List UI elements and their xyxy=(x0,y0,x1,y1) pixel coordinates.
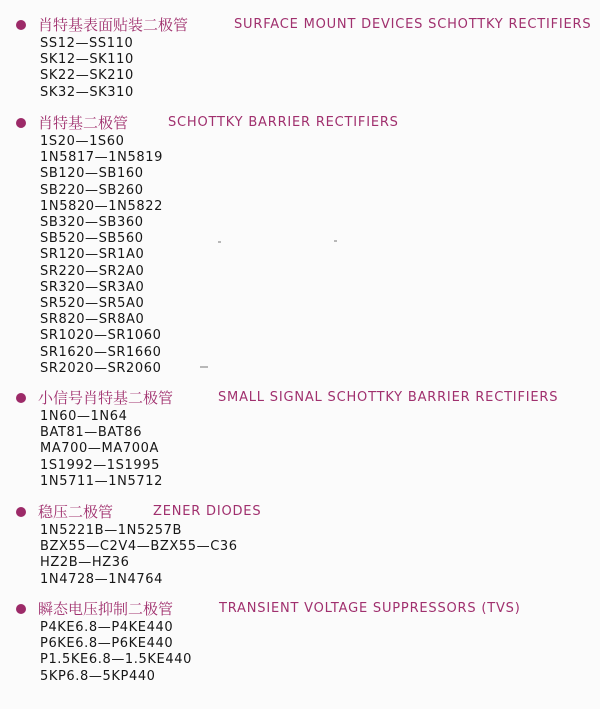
section-tvs xyxy=(0,598,600,685)
list-item: SK12—SK110 xyxy=(40,52,134,68)
list-item: P1.5KE6.8—1.5KE440 xyxy=(40,652,192,668)
part-list xyxy=(40,620,600,685)
list-item: MA700—MA700A xyxy=(40,441,159,457)
bullet-icon xyxy=(16,118,26,128)
list-item: P4KE6.8—P4KE440 xyxy=(40,620,174,635)
scan-speck xyxy=(200,366,208,368)
part-list xyxy=(40,134,600,377)
list-item: SR220—SR2A0 xyxy=(40,263,145,279)
list-item: SB520—SB560 xyxy=(40,231,144,247)
section-surface-mount-schottky xyxy=(0,14,600,101)
section-zener-diodes xyxy=(0,501,600,588)
list-item: SB320—SB360 xyxy=(40,215,144,231)
list-item: SR320—SR3A0 xyxy=(40,279,145,295)
list-item: SR2020—SR2060 xyxy=(40,360,162,376)
list-item: P6KE6.8—P6KE440 xyxy=(40,636,174,652)
scan-speck xyxy=(334,240,337,242)
bullet-icon xyxy=(16,393,26,403)
list-item: 1N60—1N64 xyxy=(40,409,128,424)
bullet-icon xyxy=(16,604,26,614)
list-item: 1N5820—1N5822 xyxy=(40,198,163,214)
list-item: SS12—SS110 xyxy=(40,36,134,51)
list-item: 1N5221B—1N5257B xyxy=(40,523,182,538)
section-title-cn: 小信号肖特基二极管 xyxy=(38,389,174,407)
list-item: SR120—SR1A0 xyxy=(40,247,145,263)
part-list xyxy=(40,523,600,588)
list-item: 1S1992—1S1995 xyxy=(40,457,161,473)
section-header xyxy=(0,14,600,36)
list-item: BAT81—BAT86 xyxy=(40,425,143,441)
section-header xyxy=(0,501,600,523)
list-item: SR1620—SR1660 xyxy=(40,344,162,360)
list-item: SR1020—SR1060 xyxy=(40,328,162,344)
list-item: SB120—SB160 xyxy=(40,166,144,182)
list-item: 1N5711—1N5712 xyxy=(40,473,163,489)
section-title-cn: 肖特基表面贴装二极管 xyxy=(38,16,189,34)
section-title-en: SURFACE MOUNT DEVICES SCHOTTKY RECTIFIERS xyxy=(234,17,592,32)
section-header xyxy=(0,112,600,134)
section-title-cn: 肖特基二极管 xyxy=(38,114,129,132)
list-item: SB220—SB260 xyxy=(40,182,144,198)
section-title-cn: 瞬态电压抑制二极管 xyxy=(38,600,174,618)
list-item: SK32—SK310 xyxy=(40,84,134,100)
list-item: HZ2B—HZ36 xyxy=(40,555,130,571)
section-title-en: SCHOTTKY BARRIER RECTIFIERS xyxy=(168,115,399,130)
list-item: 1N5817—1N5819 xyxy=(40,150,163,166)
part-list xyxy=(40,409,600,490)
list-item: 5KP6.8—5KP440 xyxy=(40,668,156,684)
section-title-en: TRANSIENT VOLTAGE SUPPRESSORS (TVS) xyxy=(219,601,521,616)
list-item: SR820—SR8A0 xyxy=(40,312,145,328)
section-title-en: SMALL SIGNAL SCHOTTKY BARRIER RECTIFIERS xyxy=(218,390,559,405)
bullet-icon xyxy=(16,20,26,30)
scan-speck xyxy=(218,241,221,243)
list-item: BZX55—C2V4—BZX55—C36 xyxy=(40,539,238,555)
section-small-signal-schottky xyxy=(0,387,600,490)
section-title-cn: 稳压二极管 xyxy=(38,503,114,521)
list-item: SK22—SK210 xyxy=(40,68,134,84)
part-list xyxy=(40,36,600,101)
section-title-en: ZENER DIODES xyxy=(153,504,262,519)
list-item: 1N4728—1N4764 xyxy=(40,571,163,587)
section-header xyxy=(0,387,600,409)
section-header xyxy=(0,598,600,620)
list-item: 1S20—1S60 xyxy=(40,134,125,149)
section-schottky-barrier xyxy=(0,112,600,377)
bullet-icon xyxy=(16,507,26,517)
list-item: SR520—SR5A0 xyxy=(40,296,145,312)
